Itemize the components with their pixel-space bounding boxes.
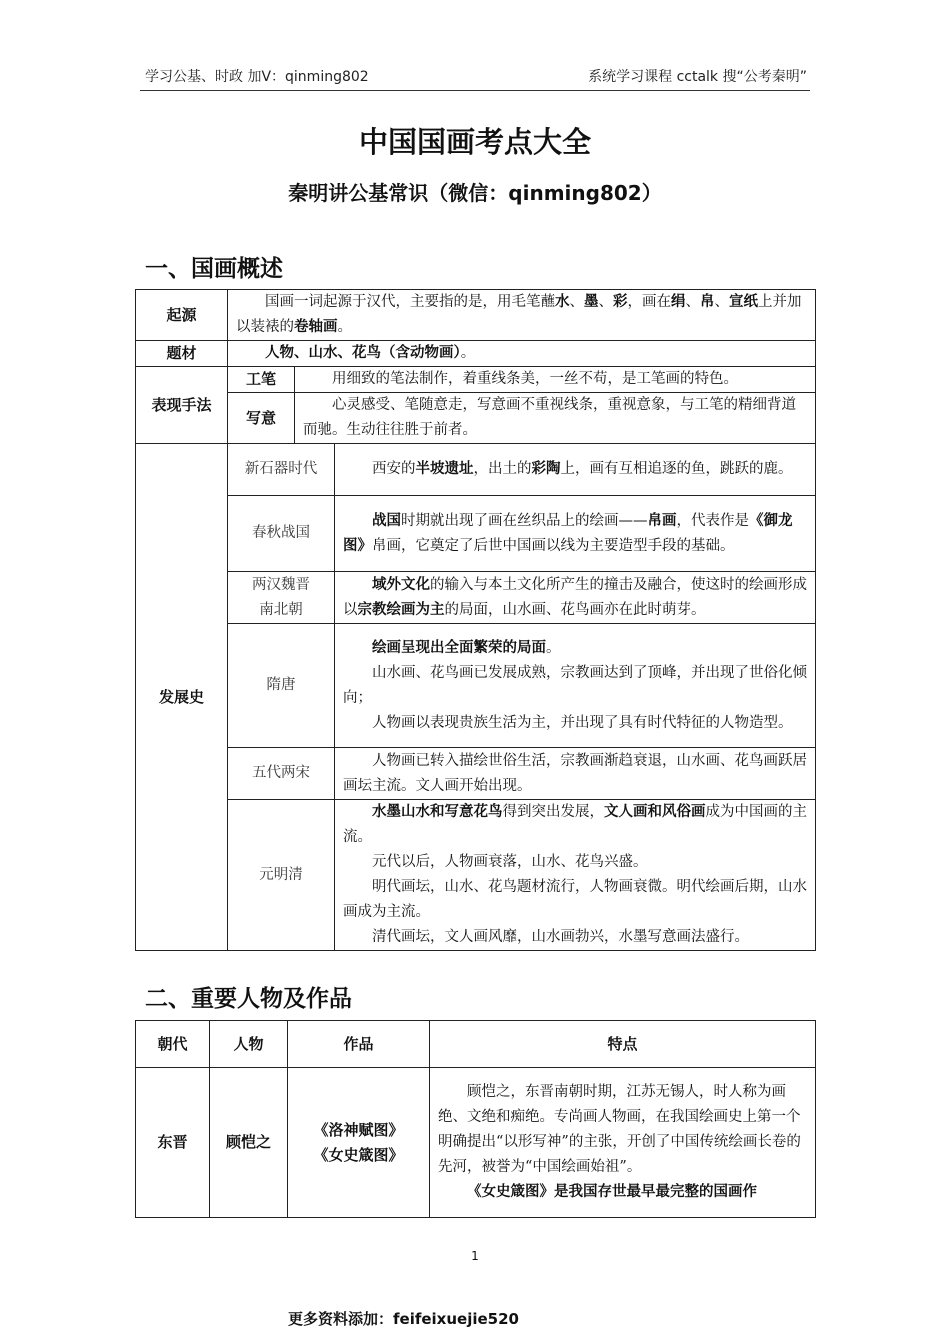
period-yuan-ming-qing: 元明清 [228,800,335,951]
period-spring-autumn: 春秋战国 [228,496,335,572]
subject-label: 题材 [136,341,228,367]
sui-tang-text: 绘画呈现出全面繁荣的局面。 山水画、花鸟画已发展成熟，宗教画达到了顶峰，并出现了世俗化倾向； 人物画以表现贵族生活为主，并出现了具有时代特征的人物造型。 [335,624,816,748]
figures-table [135,1020,816,1218]
period-han-wei: 两汉魏晋 南北朝 [228,572,335,624]
gongbi-text: 用细致的笔法制作，着重线条美，一丝不苟，是工笔画的特色。 [295,367,816,393]
footer-contact: 更多资料添加：feifeixuejie520 [288,1310,519,1328]
period-five-song: 五代两宋 [228,748,335,800]
yuan-ming-qing-text: 水墨山水和写意花鸟得到突出发展，文人画和风俗画成为中国画的主流。 元代以后，人物画衰落，山水、花鸟兴盛。 明代画坛，山水、花鸟题材流行，人物画衰微。明代绘画后期，山水画成为主流。 清代画坛，文人画风靡，山水画勃兴，水墨写意画法盛行。 [335,800,816,951]
overview-table [135,289,816,951]
header-right: 系统学习课程 cctalk 搜“公考秦明” [588,69,807,85]
technique-row-gongbi [136,367,816,393]
origin-text: 国画一词起源于汉代，主要指的是，用毛笔蘸水、墨、彩，画在绢、帛、宣纸上并加以装裱的卷轴画。 [228,290,816,341]
row-person: 顾恺之 [210,1068,288,1218]
header-left: 学习公基、时政 加V：qinming802 [145,69,369,85]
neolithic-text: 西安的半坡遗址，出土的彩陶上，画有互相追逐的鱼，跳跃的鹿。 [335,444,816,496]
subject-row [136,341,816,367]
row-works: 《洛神赋图》 《女史箴图》 [288,1068,430,1218]
header-divider [140,90,810,91]
spring-autumn-text: 战国时期就出现了画在丝织品上的绘画——帛画，代表作是《御龙图》帛画，它奠定了后世中国画以线为主要造型手段的基础。 [335,496,816,572]
origin-label: 起源 [136,290,228,341]
col-work: 作品 [288,1021,430,1068]
row-dynasty: 东晋 [136,1068,210,1218]
han-wei-text: 域外文化的输入与本土文化所产生的撞击及融合，使这时的绘画形成以宗教绘画为主的局面，山水画、花鸟画亦在此时萌芽。 [335,572,816,624]
section-heading-overview: 一、国画概述 [145,256,283,282]
xieyi-label: 写意 [228,393,295,444]
section-heading-figures: 二、重要人物及作品 [145,986,352,1012]
history-label: 发展史 [136,444,228,951]
subject-text: 人物、山水、花鸟（含动物画）。 [228,341,816,367]
row-feature: 顾恺之，东晋南朝时期，江苏无锡人，时人称为画绝、文绝和痴绝。专尚画人物画，在我国绘画史上第一个明确提出“以形写神”的主张，开创了中国传统绘画长卷的先河，被誉为“中国绘画始祖”。 《女史箴图》是我国存世最早最完整的国画作 [430,1068,816,1218]
history-row-five-song [136,748,816,800]
gongbi-label: 工笔 [228,367,295,393]
origin-row [136,290,816,341]
period-neolithic: 新石器时代 [228,444,335,496]
history-row-spring-autumn [136,496,816,572]
col-feature: 特点 [430,1021,816,1068]
page-number: 1 [471,1249,479,1263]
history-row-han-wei [136,572,816,624]
col-dynasty: 朝代 [136,1021,210,1068]
xieyi-text: 心灵感受、笔随意走，写意画不重视线条，重视意象，与工笔的精细背道而驰。生动往往胜于前者。 [295,393,816,444]
table-row [136,1068,816,1218]
technique-label: 表现手法 [136,367,228,444]
col-person: 人物 [210,1021,288,1068]
five-song-text: 人物画已转入描绘世俗生活，宗教画渐趋衰退，山水画、花鸟画跃居画坛主流。文人画开始出现。 [335,748,816,800]
technique-row-xieyi [136,393,816,444]
period-sui-tang: 隋唐 [228,624,335,748]
figures-header-row [136,1021,816,1068]
history-row-neolithic [136,444,816,496]
history-row-sui-tang [136,624,816,748]
page-subtitle: 秦明讲公基常识（微信：qinming802） [288,181,662,205]
page-title: 中国国画考点大全 [358,125,591,159]
history-row-yuan-ming-qing [136,800,816,951]
